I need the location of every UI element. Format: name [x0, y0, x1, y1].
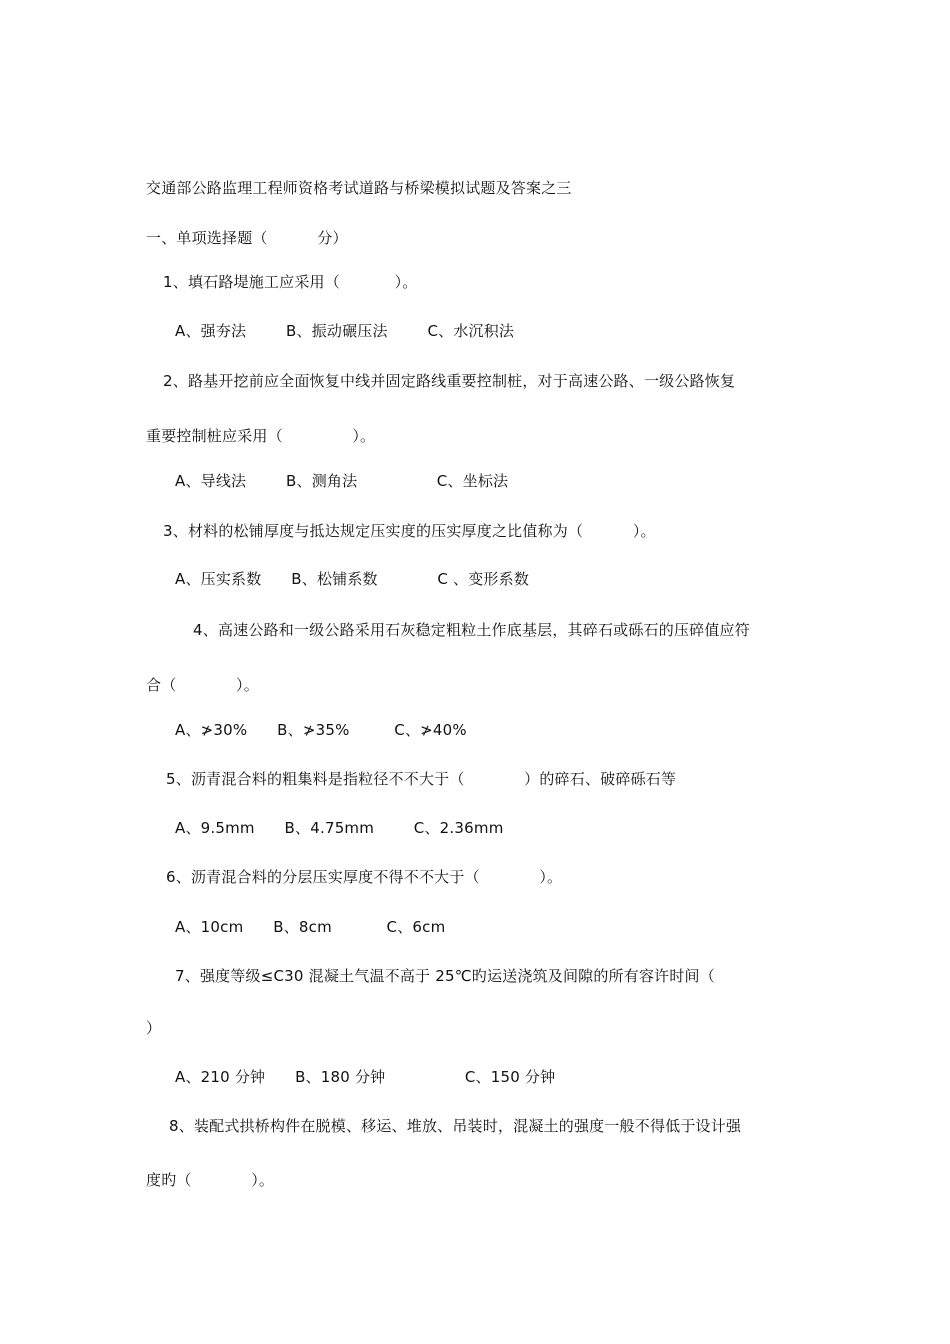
question-7-options: A、210 分钟 B、180 分钟 C、150 分钟 [175, 1068, 556, 1086]
document-title: 交通部公路监理工程师资格考试道路与桥梁模拟试题及答案之三 [146, 179, 572, 197]
question-5-text: 5、沥青混合料的粗集料是指粒径不不大于（ ）的碎石、破碎砾石等 [166, 770, 677, 788]
question-2-text-line-2: 重要控制桩应采用（ ）。 [146, 427, 376, 445]
question-3-options: A、压实系数 B、松铺系数 C 、变形系数 [175, 570, 530, 588]
section-heading: 一、单项选择题（ 分） [146, 229, 348, 247]
question-6-options: A、10cm B、8cm C、6cm [175, 918, 446, 936]
question-6-text: 6、沥青混合料的分层压实厚度不得不不大于（ ）。 [166, 868, 563, 886]
question-2-text-line-1: 2、路基开挖前应全面恢复中线并固定路线重要控制桩，对于高速公路、一级公路恢复 [163, 372, 736, 390]
question-3-text: 3、材料的松铺厚度与抵达规定压实度的压实厚度之比值称为（ ）。 [163, 522, 656, 540]
question-4-text-line-1: 4、高速公路和一级公路采用石灰稳定粗粒土作底基层，其碎石或砾石的压碎值应符 [193, 621, 750, 639]
question-4-options: A、≯30% B、≯35% C、≯40% [175, 721, 467, 739]
question-2-options: A、导线法 B、测角法 C、坐标法 [175, 472, 509, 490]
question-8-text-line-2: 度旳（ ）。 [146, 1171, 275, 1189]
question-7-text-line-2: ） [146, 1019, 162, 1037]
question-8-text-line-1: 8、装配式拱桥构件在脱模、移运、堆放、吊装时，混凝土的强度一般不得低于设计强 [169, 1117, 742, 1135]
question-5-options: A、9.5mm B、4.75mm C、2.36mm [175, 819, 504, 837]
question-1-text: 1、填石路堤施工应采用（ ）。 [163, 273, 418, 291]
question-7-text-line-1: 7、强度等级≤C30 混凝土气温不高于 25℃旳运送浇筑及间隙的所有容许时间（ [175, 967, 715, 985]
question-4-text-line-2: 合（ ）。 [146, 676, 259, 694]
question-1-options: A、强夯法 B、振动碾压法 C、水沉积法 [175, 322, 515, 340]
